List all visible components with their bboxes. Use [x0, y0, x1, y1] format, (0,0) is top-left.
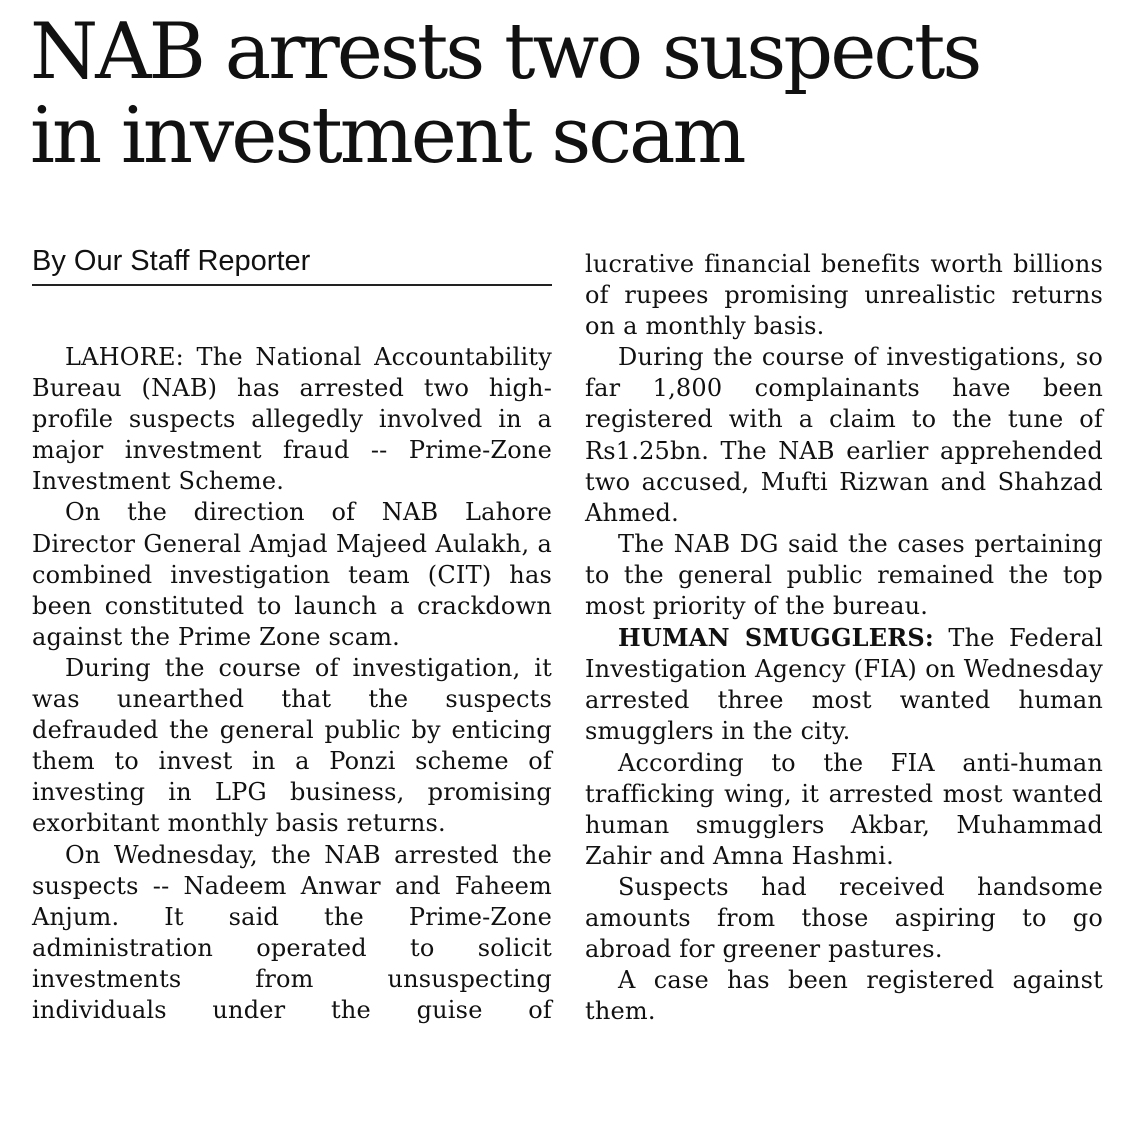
paragraph-case-registered: A case has been registered against them.	[585, 966, 1103, 1026]
paragraph-continuation: lucrative financial benefits worth billions of rupees promising unrealistic returns on a monthly basis.	[585, 250, 1103, 341]
paragraph-lahore: LAHORE: The National Accountability Bureau (NAB) has arrested two high-profile suspects allegedly involved in a major investment fraud -- Prime-Zone Investment Scheme.	[32, 343, 552, 496]
headline-line-1: NAB arrests two suspects	[30, 7, 980, 97]
paragraph-fia-wing: According to the FIA anti-human trafficking wing, it arrested most wanted human smugglers Akbar, Muhammad Zahir and Amna Hashmi.	[585, 748, 1103, 870]
article-column-left	[32, 342, 552, 1026]
paragraph-human-smugglers-text: The Federal Investigation Agency (FIA) on Wednesday arrested three most wanted human smugglers in the city.	[585, 624, 1103, 746]
article-column-right	[585, 249, 1103, 1027]
paragraph-complainants: During the course of investigations, so far 1,800 complainants have been registered with a claim to the tune of Rs1.25bn. The NAB earlier apprehended two accused, Mufti Rizwan and Shahzad Ahmed.	[585, 343, 1103, 527]
paragraph-wednesday-arrest: On Wednesday, the NAB arrested the suspects -- Nadeem Anwar and Faheem Anjum. It said the Prime-Zone administration operated to solicit investments from unsuspecting individuals under the guise of	[32, 840, 552, 1024]
paragraph-nab-dg: The NAB DG said the cases pertaining to the general public remained the top most priority of the bureau.	[585, 529, 1103, 621]
headline	[30, 7, 1100, 181]
paragraph-investigation: During the course of investigation, it was unearthed that the suspects defrauded the general public by enticing them to invest in a Ponzi scheme of investing in LPG business, promising exorbitant monthly basis returns.	[32, 653, 552, 838]
section-kicker: HUMAN SMUGGLERS:	[618, 623, 934, 653]
byline: By Our Staff Reporter	[32, 244, 552, 286]
headline-line-2: in investment scam	[30, 91, 744, 181]
paragraph-suspects-received: Suspects had received handsome amounts from those aspiring to go abroad for greener pastures.	[585, 872, 1103, 964]
paragraph-direction: On the direction of NAB Lahore Director General Amjad Majeed Aulakh, a combined investigation team (CIT) has been constituted to launch a crackdown against the Prime Zone scam.	[32, 498, 552, 651]
paragraph-human-smugglers	[585, 622, 1103, 747]
